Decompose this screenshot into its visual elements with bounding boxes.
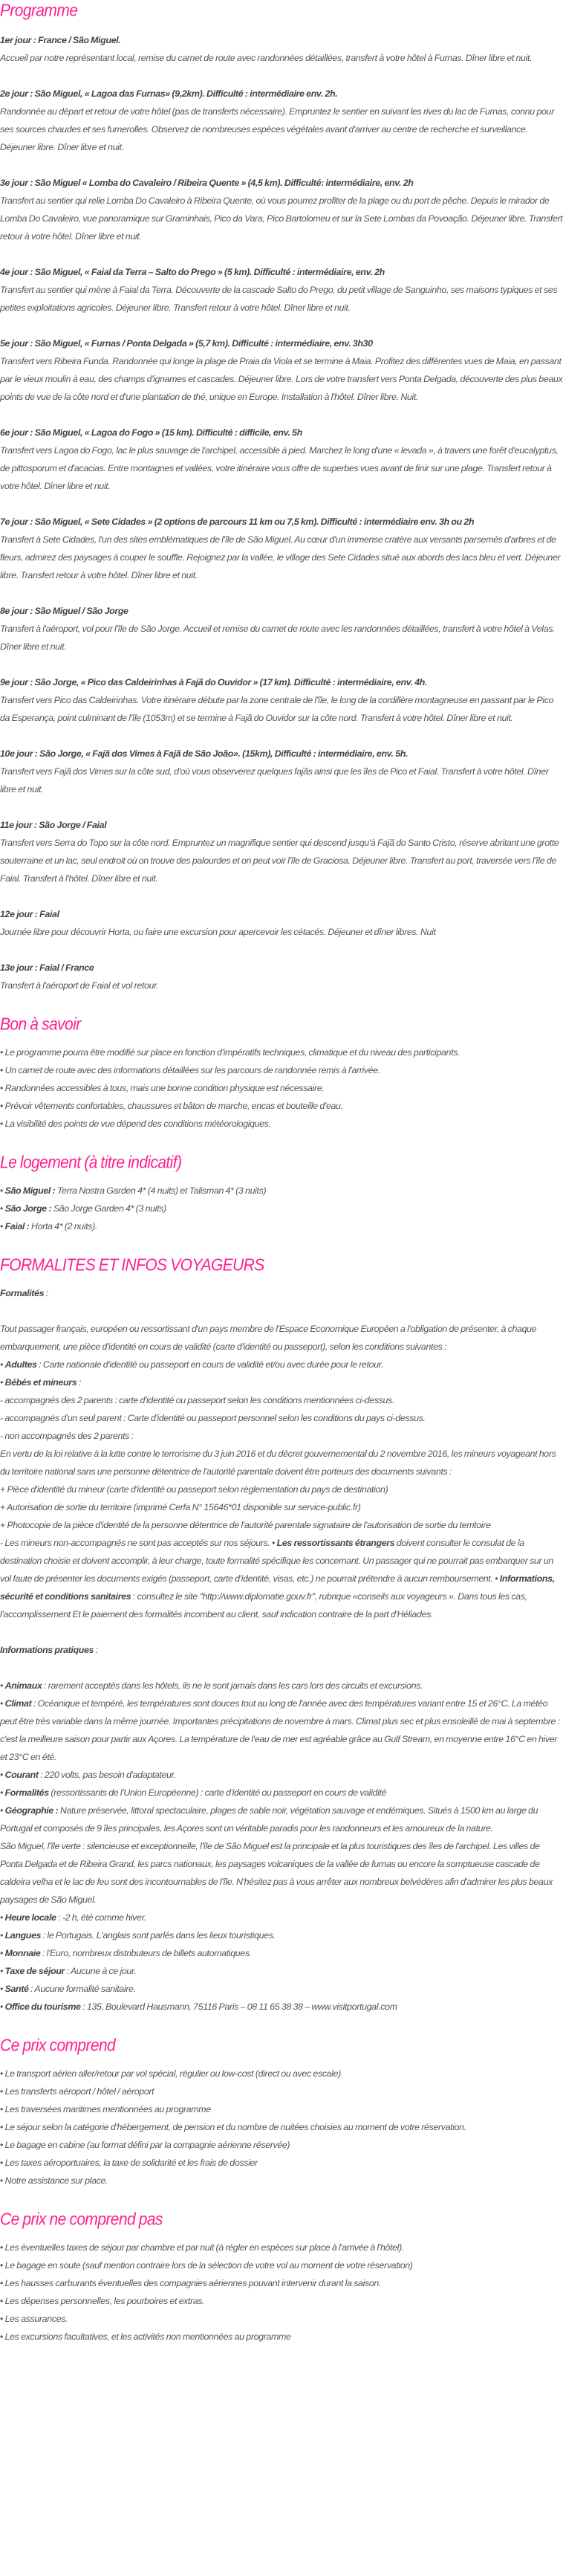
list-item: • Un carnet de route avec des informations détaillées sur les parcours de randonnée remis à l'arrivée. xyxy=(0,1061,563,1079)
list-item: • Les traversées maritimes mentionnées au programme xyxy=(0,2100,563,2118)
formalites-label: Formalités xyxy=(0,1288,45,1298)
day-description: Transfert vers Ribeira Funda. Randonnée qui longe la plage de Praia da Viola et se termine à Maia. Profitez des différentes vues de Maia, en passant par le vieux moulin à eau, des champs d'ignames et cascades. Déjeuner libre. Lors de votre transfert vers Ponta Delgada, découverte des plus beaux points de vue de la côte nord et d'une plantation de thé, unique en Europe. Installation à l'hôtel. Dîner libre. Nuit. xyxy=(0,356,563,402)
logement-hotel: São Jorge Garden 4* (3 nuits) xyxy=(51,1203,166,1214)
programme-day xyxy=(0,513,563,584)
logement-hotel: Terra Nostra Garden 4* (4 nuits) et Talisman 4* (3 nuits) xyxy=(55,1185,267,1196)
mineurs-line: En vertu de la loi relative à la lutte contre le terrorisme du 3 juin 2016 et du décret gouvernemental du 2 novembre 2016, les mineurs voyageant hors du territoire national sans une personne détentrice de l'autorité parentale doivent être porteurs des documents suivants : xyxy=(0,1449,556,1477)
list-item: • Le transport aérien aller/retour par vol spécial, régulier ou low-cost (direct ou avec escale) xyxy=(0,2065,563,2083)
info-text: São Miguel, l'île verte : silencieuse et exceptionnelle, l'île de São Miguel est la principale et la plus touristiques des îles de l'archipel. Les villes de Ponta Delgada et de Ribeira Grand, les parcs nationaux, les paysages volcaniques de la vallée de furnas ou encore la somptueuse cascade de caldeira velha et le lac de feu sont des incontournables de l'île. N'hésitez pas à vous arrêter aux nombreux belvédères afin d'admirer les plus beaux paysages de São Miguel. xyxy=(0,1841,553,1905)
info-item: • Taxe de séjour : Aucune à ce jour. xyxy=(0,1966,137,1976)
day-description: Transfert vers Pico das Caldeirinhas. Votre itinéraire débute par la zone centrale de l'île, le long de la cordillère montagneuse en passant par le Pico da Esperança, point culminant de l'île (1053m) et se termine à Fajã do Ouvidor sur la côte nord. Transfert à votre hôtel. Dîner libre et nuit. xyxy=(0,695,554,723)
list-item: • Prévoir vêtements confortables, chaussures et bâton de marche, encas et bouteille d'eau. xyxy=(0,1097,563,1115)
logement-item xyxy=(0,1200,563,1217)
day-description: Accueil par notre représentant local, remise du carnet de route avec randonnées détaillées, transfert à votre hôtel à Furnas. Dîner libre et nuit. xyxy=(0,53,533,63)
info-label: Géographie : xyxy=(4,1805,59,1816)
info-text: : 135, Boulevard Hausmann, 75116 Paris – 08 11 65 38 38 – www.visitportugal.com xyxy=(80,2001,397,2012)
programme-days xyxy=(0,31,563,994)
infos-pratiques-list xyxy=(0,1677,563,2016)
section-title-comprend: Ce prix comprend xyxy=(0,2036,116,2055)
list-item: • Le programme pourra être modifié sur place en fonction d'impératifs techniques, climatique et du niveau des participants. xyxy=(0,1043,563,1061)
logement-list xyxy=(0,1182,563,1235)
mineurs-line: - accompagnés d'un seul parent : Carte d'identité ou passeport personnel selon les conditions du pays ci-dessus. xyxy=(0,1413,426,1423)
comprend-list xyxy=(0,2065,563,2190)
section-comprend xyxy=(0,2035,563,2190)
section-ne-comprend-pas xyxy=(0,2209,563,2346)
ne-comprend-pas-list xyxy=(0,2239,563,2346)
info-label: Courant xyxy=(4,1770,39,1780)
info-label: Formalités xyxy=(4,1787,49,1798)
info-text: : Aucune formalité sanitaire. xyxy=(28,1984,136,1994)
day-description: Transfert vers Lagoa do Fogo, lac le plus sauvage de l'archipel, accessible à pied. Marchez le long d'une « levada », à travers une forêt d'eucalyptus, de pittosporum et d'acacias. Entre montagnes et vallées, votre itinéraire vous offre de superbes vues avant de finir sur une plage. Transfert retour à votre hôtel. Dîner libre et nuit. xyxy=(0,445,559,491)
bon-a-savoir-list xyxy=(0,1043,563,1133)
mineurs-line: + Pièce d'identité du mineur (carte d'identité ou passeport selon règlementation du pays de destination) xyxy=(0,1484,388,1495)
mineurs-line: - accompagnés des 2 parents : carte d'identité ou passeport selon les conditions mentionnées ci-dessus. xyxy=(0,1395,394,1405)
section-title-formalites: FORMALITES ET INFOS VOYAGEURS xyxy=(0,1256,264,1275)
info-label: Animaux xyxy=(4,1680,42,1691)
section-formalites xyxy=(0,1255,563,2016)
section-title-programme: Programme xyxy=(0,1,78,20)
day-title: 13e jour : Faial / France xyxy=(0,962,94,973)
info-label: Office du tourisme xyxy=(4,2001,81,2012)
info-item: • Santé : Aucune formalité sanitaire. xyxy=(0,1984,136,1994)
day-description: Journée libre pour découvrir Horta, ou faire une excursion pour apercevoir les cétacés. Déjeuner et dîner libres. Nuit xyxy=(0,927,436,937)
logement-island: Faial : xyxy=(4,1221,30,1232)
mineurs-lines xyxy=(0,1391,563,1534)
formalites-subtitle xyxy=(0,1284,563,1302)
adultes-text: : Carte nationale d'identité ou passeport en cours de validité et/ou avec durée pour le retour. xyxy=(36,1359,384,1370)
info-text: : 220 volts, pas besoin d'adaptateur. xyxy=(38,1770,177,1780)
programme-day xyxy=(0,905,563,941)
day-title: 4e jour : São Miguel, « Faial da Terra – Salto do Prego » (5 km). Difficulté : intermédiaire, env. 2h xyxy=(0,267,385,277)
list-item: • Les éventuelles taxes de séjour par chambre et par nuit (à régler en espèces sur place à l'arrivée à l'hôtel). xyxy=(0,2239,563,2256)
info-text: : rarement acceptés dans les hôtels, ils ne le sont jamais dans les cars lors des circuits et excursions. xyxy=(42,1680,423,1691)
logement-island: São Jorge : xyxy=(4,1203,52,1214)
programme-day xyxy=(0,816,563,887)
day-description: Transfert au sentier qui mène à Faial da Terra. Découverte de la cascade Salto do Prego, du petit village de Sanguinho, ses maisons typiques et ses petites exploitations agricoles. Déjeuner libre. Transfert retour à votre hôtel. Dîner libre et nuit. xyxy=(0,285,558,313)
info-item xyxy=(0,1837,563,1909)
info-text: : Aucune à ce jour. xyxy=(65,1966,137,1976)
info-item: • Animaux : rarement acceptés dans les hôtels, ils ne le sont jamais dans les cars lors des circuits et excursions. xyxy=(0,1680,423,1691)
section-title-ne-comprend-pas: Ce prix ne comprend pas xyxy=(0,2210,163,2229)
list-item: • Les transferts aéroport / hôtel / aéroport xyxy=(0,2083,563,2100)
info-text: : -2 h, été comme hiver. xyxy=(56,1912,146,1923)
logement-item xyxy=(0,1217,563,1235)
logement-item xyxy=(0,1182,563,1200)
info-item: • Office du tourisme : 135, Boulevard Hausmann, 75116 Paris – 08 11 65 38 38 – www.visitportugal.com xyxy=(0,2001,397,2012)
logement-island: São Miguel : xyxy=(4,1185,56,1196)
infos-label: Informations pratiques xyxy=(0,1645,94,1655)
programme-day xyxy=(0,174,563,245)
day-title: 3e jour : São Miguel « Lomba do Cavaleiro / Ribeira Quente » (4,5 km). Difficulté: intermédiaire, env. 2h xyxy=(0,178,414,188)
final-bold-2: Informations, sécurité et conditions sanitaires xyxy=(0,1573,555,1602)
final-text-1: - Les mineurs non-accompagnés ne sont pas acceptés sur nos séjours. • xyxy=(0,1538,277,1548)
info-label: Monnaie xyxy=(4,1948,41,1958)
info-item: • Monnaie : l'Euro, nombreux distributeurs de billets automatiques. xyxy=(0,1948,252,1958)
day-title: 8e jour : São Miguel / São Jorge xyxy=(0,606,128,616)
bebes-label: Bébés et mineurs xyxy=(4,1377,77,1388)
list-item: • Les assurances. xyxy=(0,2310,563,2328)
day-description: Transfert vers Fajã dos Vimes sur la côte sud, d'où vous observerez quelques fajãs ainsi que les îles de Pico et Faial. Transfert à votre hôtel. Dîner libre et nuit. xyxy=(0,766,549,795)
list-item: • Le bagage en cabine (au format défini par la compagnie aérienne réservée) xyxy=(0,2136,563,2154)
formalites-intro: Tout passager français, européen ou ressortissant d'un pays membre de l'Espace Economique Européen a l'obligation de présenter, à chaque embarquement, une pièce d'identité en cours de validité (carte d'identité ou passeport), selon les conditions suivantes : xyxy=(0,1324,537,1352)
mineurs-line: - non accompagnés des 2 parents : xyxy=(0,1431,134,1441)
info-item: • Géographie : Nature préservée, littoral spectaculaire, plages de sable noir, végétation sauvage et endémiques. Situés à 1500 km au large du Portugal et composés de 9 îles principales, les Açores sont un véritable paradis pour les randonneurs et les amoureux de la nature. xyxy=(0,1805,538,1834)
section-bon-a-savoir xyxy=(0,1014,563,1133)
info-text: (ressortissants de l'Union Européenne) : carte d'identité ou passeport en cours de validité xyxy=(48,1787,387,1798)
info-item: • Heure locale : -2 h, été comme hiver. xyxy=(0,1912,146,1923)
info-text: : l'Euro, nombreux distributeurs de billets automatiques. xyxy=(40,1948,252,1958)
list-item: • Randonnées accessibles à tous, mais une bonne condition physique est nécessaire. xyxy=(0,1079,563,1097)
day-title: 1er jour : France / São Miguel. xyxy=(0,35,121,45)
day-title: 11e jour : São Jorge / Faial xyxy=(0,820,107,830)
programme-day xyxy=(0,263,563,317)
info-label: Santé xyxy=(4,1984,29,1994)
programme-day xyxy=(0,424,563,495)
programme-day xyxy=(0,31,563,67)
info-item: • Climat : Océanique et tempéré, les températures sont douces tout au long de l'année avec des températures variant entre 15 et 26°C. La météo peut être très variable dans la même journée. Importantes précipitations de novembre à mars. Climat plus sec et plus ensoleillé de mai à septembre : c'est la meilleure saison pour partir aux Açores. La température de l'eau de mer est agréable grâce au Gulf Stream, en moyenne entre 16°C en hiver et 23°C en été. xyxy=(0,1698,560,1762)
info-text: Nature préservée, littoral spectaculaire, plages de sable noir, végétation sauvage et endémiques. Situés à 1500 km au large du Portugal et composés de 9 îles principales, les Açores sont un véritable paradis pour les randonneurs et les amoureux de la nature. xyxy=(0,1805,538,1834)
info-label: Heure locale xyxy=(4,1912,56,1923)
info-item: • Langues : le Portugais. L'anglais sont parlés dans les lieux touristiques. xyxy=(0,1930,276,1941)
day-description: Transfert à l'aéroport, vol pour l'île de São Jorge. Accueil et remise du carnet de route avec les randonnées détaillées, transfert à votre hôtel à Velas. Dîner libre et nuit. xyxy=(0,624,556,652)
infos-pratiques-subtitle xyxy=(0,1641,563,1659)
day-description: Randonnée au départ et retour de votre hôtel (pas de transferts nécessaire). Empruntez le sentier en suivant les rives du lac de Furnas, connu pour ses sources chaudes et ses fumerolles. Observez de nombreuses espèces végétales avant d'arriver au centre de recherche et surveillance. Déjeuner libre. Dîner libre et nuit. xyxy=(0,106,554,152)
list-item: • Les excursions facultatives, et les activités non mentionnées au programme xyxy=(0,2328,563,2346)
info-item: • Formalités (ressortissants de l'Union Européenne) : carte d'identité ou passeport en cours de validité xyxy=(0,1787,387,1798)
info-text: : Océanique et tempéré, les températures sont douces tout au long de l'année avec des températures variant entre 15 et 26°C. La météo peut être très variable dans la même journée. Importantes précipitations de novembre à mars. Climat plus sec et plus ensoleillé de mai à septembre : c'est la meilleure saison pour partir aux Açores. La température de l'eau de mer est agréable grâce au Gulf Stream, en moyenne entre 16°C en hiver et 23°C en été. xyxy=(0,1698,560,1762)
info-item: • Courant : 220 volts, pas besoin d'adaptateur. xyxy=(0,1770,177,1780)
section-title-logement: Le logement (à titre indicatif) xyxy=(0,1153,182,1172)
final-bold-1: Les ressortissants étrangers xyxy=(276,1538,395,1548)
infos-colon: : xyxy=(94,1645,98,1655)
info-label: Langues xyxy=(4,1930,42,1941)
programme-day xyxy=(0,602,563,656)
list-item: • Le bagage en soute (sauf mention contraire lors de la sélection de votre vol au moment de votre réservation) xyxy=(0,2256,563,2274)
formalites-bebes: • Bébés et mineurs : xyxy=(0,1377,81,1388)
day-title: 2e jour : São Miguel, « Lagoa das Furnas» (9,2km). Difficulté : intermédiaire env. 2h. xyxy=(0,88,338,99)
day-title: 6e jour : São Miguel, « Lagoa do Fogo » (15 km). Difficulté : difficile, env. 5h xyxy=(0,427,302,438)
programme-day xyxy=(0,959,563,994)
info-label: Climat xyxy=(4,1698,32,1709)
list-item: • Le séjour selon la catégorie d'hébergement, de pension et du nombre de nuitées choisies au moment de votre réservation. xyxy=(0,2118,563,2136)
list-item: • Les hausses carburants éventuelles des compagnies aériennes pouvant intervenir durant la saison. xyxy=(0,2274,563,2292)
logement-hotel: Horta 4* (2 nuits). xyxy=(29,1221,97,1232)
section-logement xyxy=(0,1152,563,1235)
programme-day xyxy=(0,673,563,727)
info-label: Taxe de séjour xyxy=(4,1966,65,1976)
day-title: 12e jour : Faial xyxy=(0,909,59,919)
day-title: 9e jour : São Jorge, « Pico das Caldeirinhas à Fajã do Ouvidor » (17 km). Difficulté : intermédiaire, env. 4h. xyxy=(0,677,428,687)
formalites-adultes: • Adultes : Carte nationale d'identité ou passeport en cours de validité et/ou avec durée pour le retour. xyxy=(0,1359,384,1370)
bebes-text: : xyxy=(77,1377,81,1388)
final-text-3: : consultez le site "http://www.diplomatie.gouv.fr", rubrique «conseils aux voyageurs ». Dans tous les cas, l'accomplissement Et le paiement des formalités incombent au client, sauf indication contraire de la part d'Héliades. xyxy=(0,1591,527,1619)
programme-day xyxy=(0,85,563,156)
day-title: 5e jour : São Miguel, « Furnas / Ponta Delgada » (5,7 km). Difficulté : intermédiaire, env. 3h30 xyxy=(0,338,373,349)
list-item: • Les taxes aéroportuaires, la taxe de solidarité et les frais de dossier xyxy=(0,2154,563,2172)
day-description: Transfert vers Serra do Topo sur la côte nord. Empruntez un magnifique sentier qui descend jusqu'à Fajã do Santo Cristo, réserve abritant une grotte souterraine et un lac, seul endroit où on trouve des palourdes et on peut voir l'île de Graciosa. Déjeuner libre. Transfert au port, traversée vers l'île de Faial. Transfert à l'hôtel. Dîner libre et nuit. xyxy=(0,838,559,884)
adultes-label: Adultes xyxy=(4,1359,37,1370)
day-description: Transfert à Sete Cidades, l'un des sites emblématiques de l'île de São Miguel. Au cœur d'un immense cratère aux versants parsemés d'arbres et de fleurs, admirez des paysages à couper le souffle. Rejoignez par la vallée, le village des Sete Cidades situé aux abords des lacs bleu et vert. Déjeuner libre. Transfert retour à votre hôtel. Dîner libre et nuit. xyxy=(0,534,561,580)
programme-day xyxy=(0,334,563,406)
section-title-bon-a-savoir: Bon à savoir xyxy=(0,1015,81,1034)
final-text-2: doivent consulter le consulat de la destination choisie et doivent accomplir, à leur charge, toute formalité spécifique les concernant. Un passager qui ne pourrait pas embarquer sur un vol faute de présenter les documents exigés (passeport, carte d'identité, visas, etc.) ne pourrait prétendre à aucun remboursement. • xyxy=(0,1538,553,1584)
formalites-final xyxy=(0,1534,563,1623)
day-description: Transfert à l'aéroport de Faial et vol retour. xyxy=(0,980,159,991)
section-programme xyxy=(0,0,563,994)
mineurs-line: + Autorisation de sortie du territoire (imprimé Cerfa N° 15646*01 disponible sur service-public.fr) xyxy=(0,1502,361,1512)
mineurs-line: + Photocopie de la pièce d'identité de la personne détentrice de l'autorité parentale signataire de l'autorisation de sortie du territoire xyxy=(0,1520,491,1530)
day-title: 10e jour : São Jorge, « Fajã dos Vimes à Fajã de São João». (15km), Difficulté : intermédiaire, env. 5h. xyxy=(0,748,409,759)
programme-day xyxy=(0,745,563,798)
info-text: : le Portugais. L'anglais sont parlés dans les lieux touristiques. xyxy=(41,1930,276,1941)
day-description: Transfert au sentier qui relie Lomba Do Cavaleiro à Ribeira Quente, où vous pourrez profiter de la plage ou du port de pêche. Depuis le mirador de Lomba Do Cavaleiro, vue panoramique sur Graminhais, Pico da Vara, Pico Bartolomeu et sur la Sete Lombas da Povoação. Déjeuner libre. Transfert retour à votre hôtel. Dîner libre et nuit. xyxy=(0,195,563,242)
list-item: • La visibilité des points de vue dépend des conditions météorologiques. xyxy=(0,1115,563,1133)
list-item: • Notre assistance sur place. xyxy=(0,2172,563,2190)
list-item: • Les dépenses personnelles, les pourboires et extras. xyxy=(0,2292,563,2310)
day-title: 7e jour : São Miguel, « Sete Cidades » (2 options de parcours 11 km ou 7,5 km). Difficulté : intermédiaire env. 3h ou 2h xyxy=(0,517,475,527)
formalites-colon: : xyxy=(44,1288,48,1298)
